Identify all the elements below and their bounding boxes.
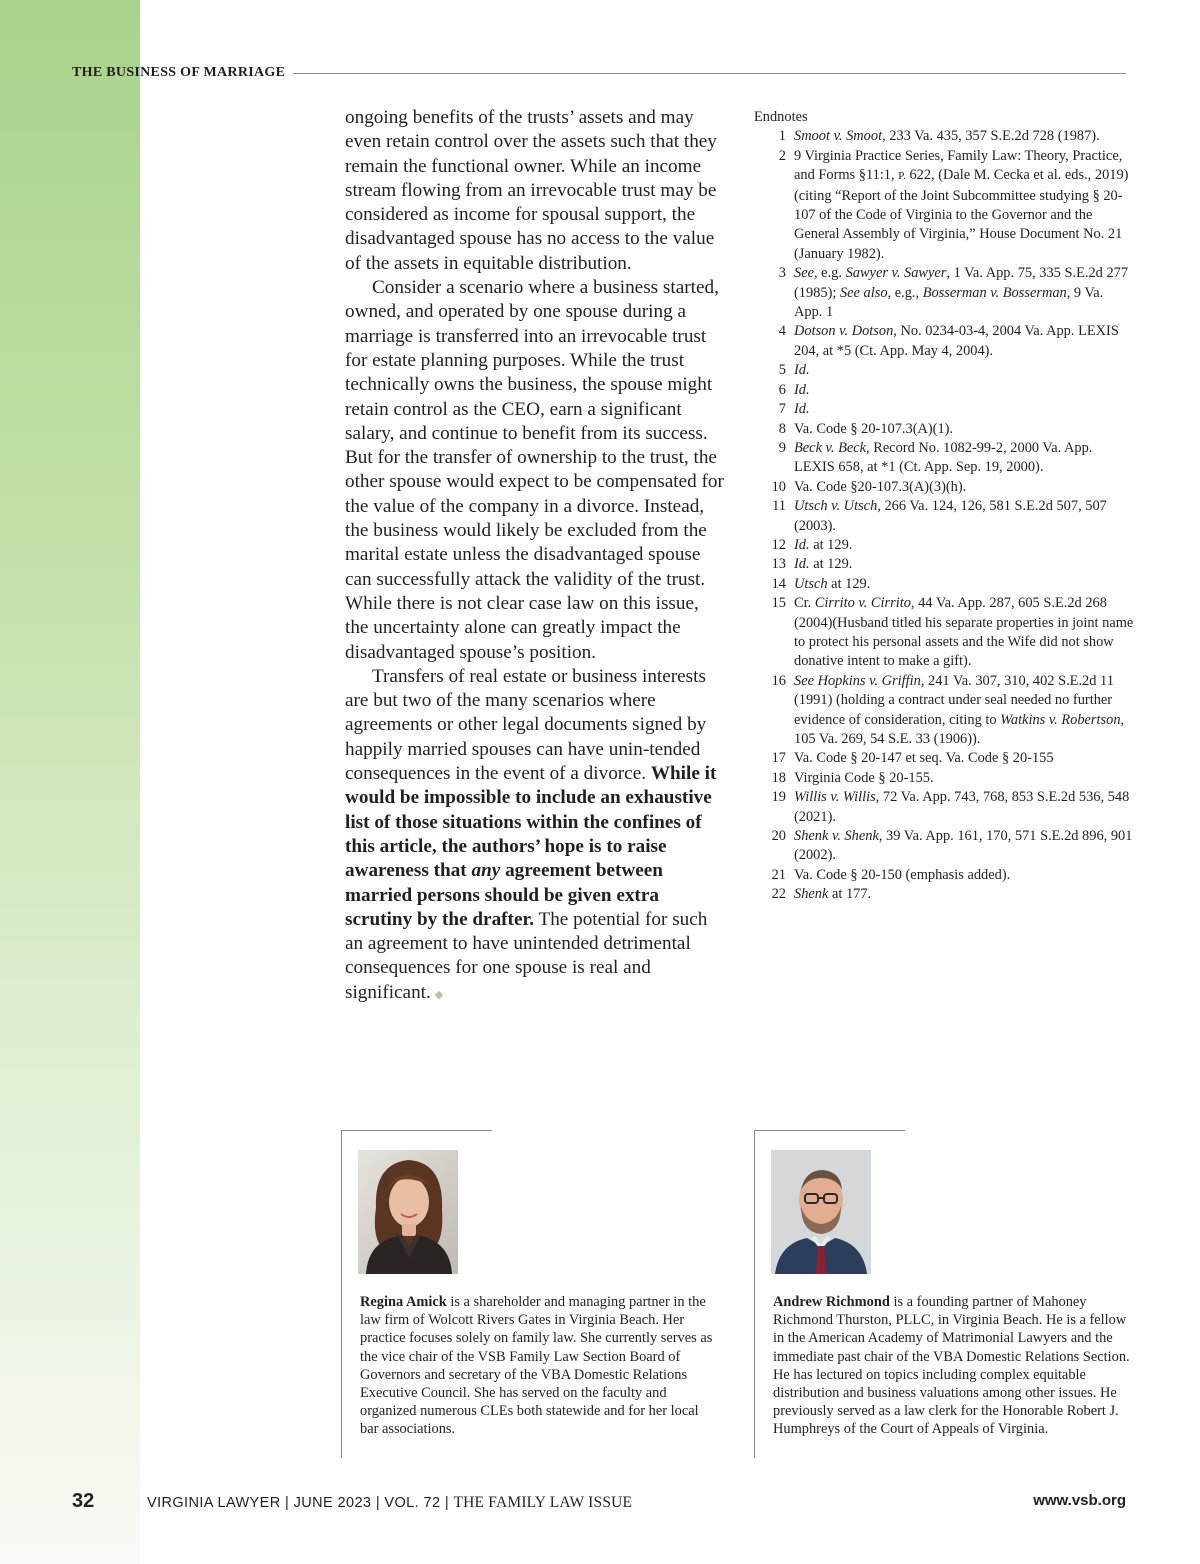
green-side-band (0, 0, 140, 1564)
bio-rule (342, 1130, 492, 1131)
emphasized-text (345, 763, 716, 930)
body-paragraph: Consider a scenario where a business started, owned, and operated by one spouse during a marriage is transferred into an irrevocable trust for estate planning purposes. While the trust technically owns the business, the spouse might retain control as the CEO, earn a significant salary, and continue to benefit from its success. But for the transfer of ownership to the trust, the other spouse would expect to be compensated for the value of the company in a divorce. Instead, the business would likely be excluded from the marital estate unless the disadvantaged spouse can successfully attack the validity of the trust. While there is not clear case law on this issue, the uncertainty alone can greatly impact the disadvantaged spouse’s position. (345, 277, 724, 663)
footer-publication (147, 1494, 632, 1512)
author-photo (358, 1150, 458, 1274)
endnote-text: Utsch at 129. (794, 575, 871, 592)
endnote-number: 21 (771, 866, 786, 883)
bio-description: is a shareholder and managing partner in the law firm of Wolcott Rivers Gates in Virginia Beach. Her practice focuses solely on family law. She currently serves as the vice chair of the VSB Family Law Section Board of Governors and secretary of the VBA Domestic Relations Executive Council. She has served on the faculty and organized numerous CLEs both statewide and for her local bar associations. (360, 1294, 713, 1438)
endnote-number: 19 (771, 789, 786, 806)
endnote-text: Va. Code § 20-147 et seq. Va. Code § 20-155 (794, 750, 1054, 767)
endnote-item (754, 478, 1134, 497)
article-body (345, 106, 725, 1007)
endnote-text: Id. at 129. (794, 536, 853, 553)
endnote-number: 17 (771, 750, 786, 767)
endnote-number: 18 (771, 769, 786, 786)
endnote-text: Utsch v. Utsch, 266 Va. 124, 126, 581 S.E.2d 507, 507 (2003). (794, 498, 1107, 534)
endnote-item (754, 594, 1134, 672)
endnote-number: 5 (778, 362, 786, 379)
endnote-text: Smoot v. Smoot, 233 Va. 435, 357 S.E.2d 728 (1987). (794, 128, 1100, 145)
endnote-item (754, 147, 1134, 264)
endnote-number: 3 (778, 265, 786, 282)
endnote-item (754, 264, 1134, 322)
endnote-text: Id. (794, 362, 810, 379)
endnote-item (754, 127, 1134, 146)
endnotes-list (754, 127, 1134, 904)
endnote-number: 15 (771, 595, 786, 612)
endnote-number: 1 (778, 128, 786, 145)
endnote-text: Beck v. Beck, Record No. 1082-99-2, 2000 Va. App. LEXIS 658, at *1 (Ct. App. Sep. 19, 2000). (794, 439, 1093, 476)
endnote-text: See Hopkins v. Griffin, 241 Va. 307, 310, 402 S.E.2d 11 (1991) (holding a contract under seal needed no further evidence of consideration, citing to Watkins v. Robertson, 105 Va. 269, 54 S.E. 33 (1906)). (794, 672, 1125, 747)
running-header (72, 62, 1126, 84)
separator: | (285, 1495, 290, 1511)
endnote-text: Willis v. Willis, 72 Va. App. 743, 768, 853 S.E.2d 536, 548 (2021). (794, 789, 1130, 825)
endnote-number: 20 (771, 828, 786, 845)
endnote-item (754, 788, 1134, 827)
endnote-number: 2 (778, 147, 786, 164)
bio-text (773, 1293, 1133, 1439)
endnote-text: See, e.g. Sawyer v. Sawyer, 1 Va. App. 75, 335 S.E.2d 277 (1985); See also, e.g., Bosserman v. Bosserman, 9 Va. App. 1 (794, 265, 1129, 321)
endnote-item (754, 381, 1134, 400)
emphasized-word: any (471, 860, 501, 882)
body-paragraph (345, 665, 725, 1007)
endnote-text: Va. Code § 20-107.3(A)(1). (794, 420, 954, 437)
endnote-number: 13 (771, 556, 786, 573)
endnote-text: Va. Code §20-107.3(A)(3)(h). (794, 478, 967, 495)
endnote-number: 11 (772, 498, 786, 515)
endnote-text: 9 Virginia Practice Series, Family Law: Theory, Practice, and Forms §11:1, P. 622, (Dale M. Cecka et al. eds., 2019) (citing “Report of the Joint Subcommittee studying § 20-107 of the Code of Virginia to the Governor and the General Assembly of Virginia,” House Document No. 21 (January 1982). (794, 147, 1129, 262)
website-link[interactable]: www.vsb.org (1033, 1492, 1126, 1509)
section-title: THE BUSINESS OF MARRIAGE (72, 65, 286, 80)
end-of-article-icon: ◆ (434, 988, 444, 1001)
emphasized-text-part: While it would be impossible to include an exhaustive list of those situations within the confines of this article, the authors’ hope is to raise awareness that (345, 763, 717, 882)
endnotes-heading: Endnotes (754, 109, 808, 125)
author-bio-amick (341, 1130, 712, 1458)
endnote-item (754, 536, 1134, 555)
endnote-item (754, 322, 1134, 361)
bio-description: is a founding partner of Mahoney Richmond Thurston, PLLC, in Virginia Beach. He is a fellow in the American Academy of Matrimonial Lawyers and the immediate past chair of the VBA Domestic Relations Section. He has lectured on topics including complex equitable distribution and business valuations among other issues. He previously served as a law clerk for the Honorable Robert J. Humphreys of the Court of Appeals of Virginia. (773, 1294, 1130, 1438)
endnote-item (754, 420, 1134, 439)
endnote-number: 9 (778, 439, 786, 456)
endnote-item (754, 439, 1134, 478)
emphasized-text-part: agreement between married persons should be given extra scrutiny by the drafter. (345, 860, 663, 930)
endnote-text: Id. (794, 381, 810, 398)
author-name: Regina Amick (360, 1294, 447, 1310)
endnote-item (754, 497, 1134, 536)
page-footer (0, 1490, 1200, 1520)
endnote-item (754, 400, 1134, 419)
issue-date: JUNE 2023 (293, 1495, 372, 1511)
endnote-number: 8 (778, 420, 786, 437)
body-paragraph: ongoing benefits of the trusts’ assets and may even retain control over the assets such that they remain the functional owner. While an income stream flowing from an irrevocable trust may be considered as income for spousal support, the disadvantaged spouse has no access to the value of the assets in equitable distribution. (345, 107, 717, 274)
endnote-number: 16 (771, 672, 786, 689)
endnote-number: 22 (771, 886, 786, 903)
body-text: The potential for such an agreement to have unintended detrimental consequences for one spouse is real and significant. (345, 908, 708, 1003)
endnote-item (754, 769, 1134, 788)
endnote-text: Cr. Cirrito v. Cirrito, 44 Va. App. 287, 605 S.E.2d 268 (2004)(Husband titled his separate properties in joint name to protect his personal assets and the Wife did not show donative intent to make a gift). (794, 595, 1134, 670)
endnote-text: Dotson v. Dotson, No. 0234-03-4, 2004 Va. App. LEXIS 204, at *5 (Ct. App. May 4, 2004). (794, 323, 1119, 359)
endnotes (754, 108, 1134, 905)
page-number: 32 (72, 1490, 95, 1512)
endnote-item (754, 672, 1134, 750)
endnote-number: 14 (771, 575, 786, 592)
volume: VOL. 72 (384, 1495, 441, 1511)
endnote-item (754, 885, 1134, 904)
endnote-item (754, 575, 1134, 594)
endnote-text: Va. Code § 20-150 (emphasis added). (794, 866, 1011, 883)
publication-name: VIRGINIA LAWYER (147, 1495, 281, 1511)
bio-text (360, 1293, 720, 1439)
endnote-text: Id. at 129. (794, 556, 853, 573)
endnote-text: Shenk v. Shenk, 39 Va. App. 161, 170, 571 S.E.2d 896, 901 (2002). (794, 828, 1133, 864)
endnote-item (754, 827, 1134, 866)
endnote-text: Id. (794, 401, 810, 418)
author-name: Andrew Richmond (773, 1294, 890, 1310)
endnote-number: 4 (778, 323, 786, 340)
endnote-item (754, 749, 1134, 768)
author-bio-richmond (754, 1130, 1130, 1458)
body-text: Transfers of real estate or business interests are but two of the many scenarios where agreements or other legal documents signed by happily married spouses can have unin-tended consequences in the event of a divorce. (345, 665, 707, 785)
endnote-number: 7 (778, 401, 786, 418)
separator: | (444, 1495, 450, 1511)
endnote-item (754, 866, 1134, 885)
endnote-text: Shenk at 177. (794, 886, 872, 903)
header-rule (293, 73, 1126, 74)
issue-title: THE FAMILY LAW ISSUE (453, 1494, 633, 1511)
author-photo (771, 1150, 871, 1274)
separator: | (375, 1495, 380, 1511)
bio-rule (755, 1130, 905, 1131)
endnote-number: 10 (771, 478, 786, 495)
endnote-number: 6 (778, 381, 786, 398)
endnote-item (754, 361, 1134, 380)
endnote-number: 12 (771, 536, 786, 553)
endnote-item (754, 555, 1134, 574)
endnote-text: Virginia Code § 20-155. (794, 769, 934, 786)
